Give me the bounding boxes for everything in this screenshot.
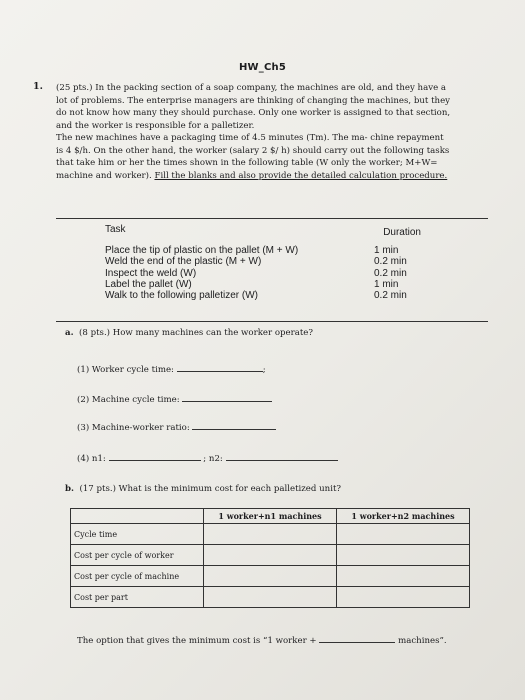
- intro-line-end: machine and worker).: [56, 170, 152, 181]
- machine-cycle-label: (2) Machine cycle time:: [77, 395, 180, 405]
- task-row: [105, 245, 421, 256]
- intro-line: [56, 170, 486, 183]
- question-intro: [56, 82, 486, 182]
- row-label: Cost per part: [71, 587, 204, 608]
- part-a-question: (8 pts.) How many machines can the worker operate?: [79, 328, 313, 338]
- header-duration: Duration: [383, 227, 421, 238]
- answer-cell[interactable]: [337, 545, 470, 566]
- task-duration: 1 min: [374, 245, 399, 256]
- intro-line: (25 pts.) In the packing section of a soap company, the machines are old, and they have a: [56, 83, 447, 93]
- cost-table-row: [71, 566, 470, 587]
- conclusion-blank[interactable]: [319, 633, 395, 643]
- cost-header-n2: 1 worker+n2 machines: [337, 509, 470, 524]
- worker-cycle-item: [77, 362, 266, 375]
- cost-table-row: [71, 587, 470, 608]
- machine-cycle-item: [77, 392, 272, 405]
- answer-cell[interactable]: [204, 566, 337, 587]
- instruction-text: Fill the blanks and also provide the detailed calculation procedure.: [154, 170, 448, 181]
- n-values-item: [77, 451, 338, 464]
- ratio-label: (3) Machine-worker ratio:: [77, 423, 190, 433]
- row-label: Cost per cycle of worker: [71, 545, 204, 566]
- task-row: [105, 290, 421, 301]
- part-b-label: b.: [65, 484, 75, 494]
- task-name: Label the pallet (W): [105, 278, 192, 290]
- answer-cell[interactable]: [337, 524, 470, 545]
- answer-cell[interactable]: [337, 587, 470, 608]
- machine-cycle-blank[interactable]: [182, 392, 272, 402]
- task-name: Place the tip of plastic on the pallet (M + W): [105, 245, 299, 256]
- intro-line: The new machines have a packaging time of 4.5 minutes (Tm). The ma- chine repayment: [56, 133, 444, 143]
- cost-table-row: [71, 524, 470, 545]
- page-title: HW_Ch5: [238, 62, 286, 73]
- n1-blank[interactable]: [109, 451, 201, 461]
- worker-cycle-label: (1) Worker cycle time:: [77, 365, 174, 375]
- conclusion-end: machines”.: [398, 636, 447, 646]
- cost-table-row: [71, 545, 470, 566]
- task-duration: 0.2 min: [374, 256, 407, 268]
- row-label: Cost per cycle of machine: [71, 566, 204, 587]
- task-name: Walk to the following palletizer (W): [105, 290, 259, 302]
- ratio-blank[interactable]: [192, 420, 276, 430]
- task-table-header: [105, 224, 421, 240]
- task-duration: 1 min: [374, 278, 399, 290]
- answer-cell[interactable]: [337, 566, 470, 587]
- task-duration: 0.2 min: [374, 267, 407, 279]
- answer-cell[interactable]: [204, 524, 337, 545]
- intro-line: do not know how many they should purchase. Only one worker is assigned to that section,: [56, 108, 451, 118]
- table-bottom-rule: [56, 321, 488, 322]
- n2-blank[interactable]: [226, 451, 338, 461]
- cost-table: [70, 508, 470, 608]
- conclusion-sentence: [77, 633, 447, 646]
- cost-table-header: [71, 509, 470, 524]
- task-name: Weld the end of the plastic (M + W): [105, 256, 262, 268]
- blank-suffix: ;: [262, 365, 266, 375]
- worker-cycle-blank[interactable]: [177, 362, 263, 372]
- answer-cell[interactable]: [204, 587, 337, 608]
- n2-label: ; n2:: [203, 454, 223, 464]
- task-row: [105, 256, 421, 267]
- cost-header-n1: 1 worker+n1 machines: [204, 509, 337, 524]
- header-task: Task: [105, 224, 126, 235]
- ratio-item: [77, 420, 276, 433]
- part-b: [65, 484, 341, 494]
- part-a-label: a.: [65, 328, 74, 338]
- task-table: [105, 224, 421, 301]
- question-number: 1.: [33, 81, 43, 92]
- task-row: [105, 279, 421, 290]
- part-b-question: (17 pts.) What is the minimum cost for each palletized unit?: [79, 484, 342, 494]
- task-name: Inspect the weld (W): [105, 267, 197, 279]
- cost-header-empty: [71, 509, 204, 524]
- part-a: [65, 328, 313, 338]
- task-row: [105, 268, 421, 279]
- task-duration: 0.2 min: [374, 290, 407, 302]
- answer-cell[interactable]: [204, 545, 337, 566]
- intro-line: that take him or her the times shown in the following table (W only the worker; M+W=: [56, 158, 438, 168]
- intro-line: and the worker is responsible for a palletizer.: [56, 120, 255, 131]
- conclusion-start: The option that gives the minimum cost is “1 worker +: [77, 636, 317, 646]
- intro-line: lot of problems. The enterprise managers are thinking of changing the machines, but they: [56, 95, 451, 106]
- intro-line: is 4 $/h. On the other hand, the worker (salary 2 $/ h) should carry out the following tasks: [56, 145, 450, 156]
- table-top-rule: [56, 218, 488, 219]
- row-label: Cycle time: [71, 524, 204, 545]
- n1-label: (4) n1:: [77, 454, 106, 464]
